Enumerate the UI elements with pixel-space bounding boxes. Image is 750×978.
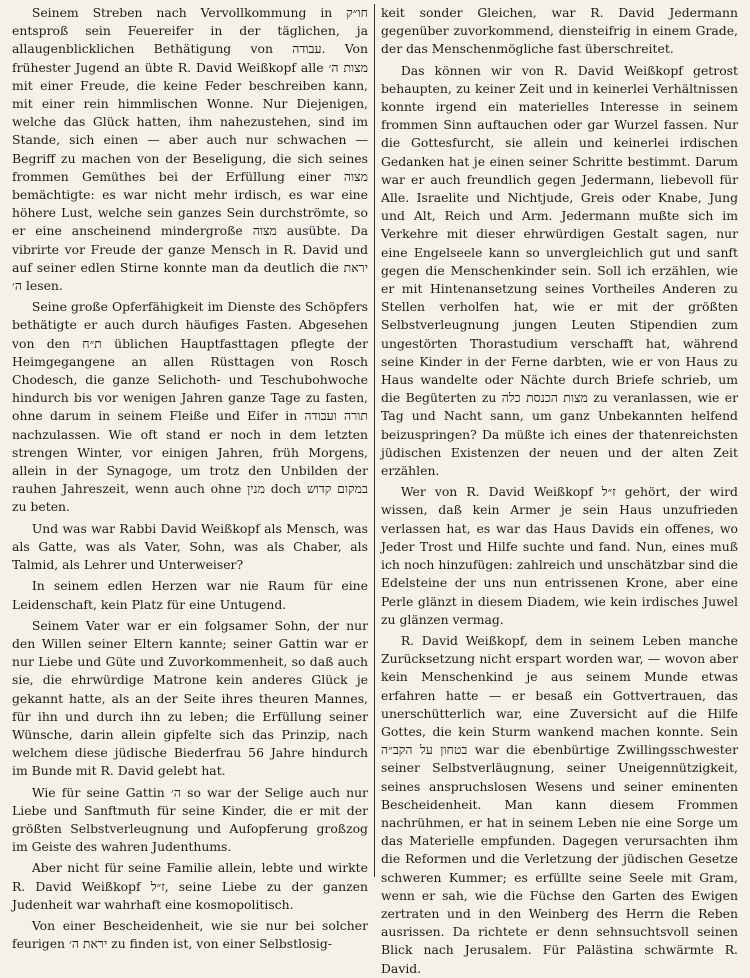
article-columns bbox=[6, 4, 744, 976]
paragraph: Von einer Bescheidenheit, wie sie nur bei solcher feurigen יראת ה׳ zu finden ist, von einer Selbstlosig- bbox=[12, 917, 368, 952]
paragraph: Aber nicht für seine Familie allein, lebte und wirkte R. David Weißkopf ז״ל, seine Liebe zu der ganzen Judenheit war wahrhaft eine kosmopolitisch. bbox=[12, 860, 368, 912]
paragraph: Wer von R. David Weißkopf ז״ל gehört, der wird wissen, daß kein Armer je sein Haus unzufrieden verlassen hat, es war das Haus Davids ein offenes, wo Jeder Trost und Hilfe suchte und fand. Nun, eines muß ich noch hinzufügen: zahlreich und unschätzbar sind die Edelsteine der uns nun entrissenen Krone, aber eine Perle glänzt in diesem Diadem, wie kein irdisches Juwel zu glänzen vermag. bbox=[381, 484, 738, 627]
paragraph: Das können wir von R. David Weißkopf getrost behaupten, zu keiner Zeit und in keinerlei Verhältnissen konnte irgend ein materielles Interesse in seinem frommen Sinn auftauchen oder gar Wurzel fassen. Nur die Gottesfurcht, sie allein und keinerlei irdischen Gedanken hat je einen seiner Schritte bestimmt. Darum war er auch freundlich gegen Jedermann, liebevoll für Alle. Israelite und Nichtjude, Greis oder Knabe, Jung und Alt, Reich und Arm. Jedermann mußte sich im Verkehre mit dieser ehrwürdigen Gestalt sagen, nur eine Engelseele kann so unvergleichlich gut und sanft gegen die Menschenkinder sein. Soll ich erzählen, wie er mit Hintenansetzung seines Vortheiles Anderen zu Stellen verholfen hat, wie er mit der größten Selbstverleugnung jungen Leuten Stipendien zum ungestörten Thorastudium verschafft hat, während seine Kinder in der Ferne darbten, wie er von Haus zu Haus wandelte oder Nächte durch Briefe schrieb, um die Begüterten zu מצות הכנסת כלה zu veranlassen, wie er Tag und Nacht sann, um ganz Unbekannten helfend beizuspringen? Da müßte ich eines der thatenreichsten jüdischen Existenzen der neuen und der alten Zeit erzählen. bbox=[381, 62, 738, 479]
paragraph: In seinem edlen Herzen war nie Raum für eine Leidenschaft, kein Platz für eine Untugend. bbox=[12, 578, 368, 612]
paragraph: keit sonder Gleichen, war R. David Jedermann gegenüber zuvorkommend, diensteifrig in einem Grade, der das Menschenmögliche fast überschreitet. bbox=[381, 5, 738, 57]
paragraph: Seinem Vater war er ein folgsamer Sohn, der nur den Willen seiner Eltern kannte; seiner Gattin war er nur Liebe und Güte und Zuvorkommenheit, so daß auch sie, die ehrwürdige Matrone kein anderes Glück je gekannt hatte, als an der Seite ihres theuren Mannes, für ihn und durch ihn zu leben; die Erfüllung seiner Wünsche, darin allein gipfelte sich das Prinzip, nach welchem diese jüdische Biederfrau 56 Jahre hindurch im Bunde mit R. David gelebt hat. bbox=[12, 617, 368, 779]
paragraph: Wie für seine Gattin ה׳ so war der Selige auch nur Liebe und Sanftmuth für seine Kinder, die er mit der größten Selbstverleugnung und Aufopferung großzog im Geiste des wahren Judenthums. bbox=[12, 784, 368, 855]
left-column bbox=[6, 4, 375, 952]
paragraph: Seinem Streben nach Vervollkommung in חו״ק entsproß sein Feuereifer in der täglichen, ja allaugenblicklichen Bethätigung von עבודה. Von frühester Jugend an übte R. David Weißkopf alle מצות ה׳ mit einer Freude, die keine Feder beschreiben kann, mit einer rein himmlischen Wonne. Nur Diejenigen, welche das Glück hatten, ihm nahezustehen, sind im Stande, sich einen — aber auch nur schwachen — Begriff zu machen von der Beseligung, die sich seines frommen Gemüthes bei der Erfüllung einer מצוה bemächtigte: es war nicht mehr irdisch, es war eine höhere Lust, welche sein ganzes Sein durchströmte, so er eine anscheinend mindergroße מצוה ausübte. Da vibrirte vor Freude der ganze Mensch in R. David und auf seiner edlen Stirne konnte man da deutlich die יראת ה׳ lesen. bbox=[12, 5, 369, 294]
right-column bbox=[375, 4, 744, 976]
paragraph: R. David Weißkopf, dem in seinem Leben manche Zurücksetzung nicht erspart worden war, — wovon aber kein Menschenkind je aus seinem Munde etwas erfahren hatte — er besaß ein Gottvertrauen, das unerschütterlich war, eine Zuversicht auf die Hilfe Gottes, die kein Sturm wankend machen konnte. Sein בטחון על הקב״ה war die ebenbürtige Zwillingsschwester seiner Selbstverläugnung, seiner Uneigennützigkeit, seines anspruchslosen Wesens und seiner eminenten Bescheidenheit. Man kann diesem Frommen nachrühmen, er hat in seinem Leben nie eine Sorge um das Materielle empfunden. Dagegen verursachten ihm die Reformen und die Verletzung der jüdischen Gesetze schweren Kummer; es erfüllte seine Seele mit Gram, wenn er sah, wie die Füchse den Garten des Ewigen zertraten und in den Weinberg des Herrn die Reben ausrissen. Da richtete er denn sehnsuchtsvoll seinen Blick nach Jerusalem. Für Palästina schwärmte R. David. bbox=[381, 632, 738, 976]
paragraph: Und was war Rabbi David Weißkopf als Mensch, was als Gatte, was als Vater, Sohn, was als Chaber, als Talmid, als Lehrer und Unterweiser? bbox=[12, 520, 368, 573]
paragraph: Seine große Opferfähigkeit im Dienste des Schöpfers bethätigte er auch durch häufiges Fasten. Abgesehen von den ת״ח üblichen Hauptfasttagen pflegte der Heimgegangene an allen Rüsttagen von Rosch Chodesch, die ganze Selichoth- und Teschubohwoche hindurch bis vor wenigen Jahren ganze Tage zu fasten, ohne darum in seinem Fleiße und Eifer in תורה ועבודה nachzulassen. Wie oft stand er noch in dem letzten strengen Winter, vor einigen Jahren, früh Morgens, allein in der Synagoge, um trotz den Unbilden der rauhen Jahreszeit, wenn auch ohne מנין doch במקום קדוש zu beten. bbox=[12, 299, 369, 515]
